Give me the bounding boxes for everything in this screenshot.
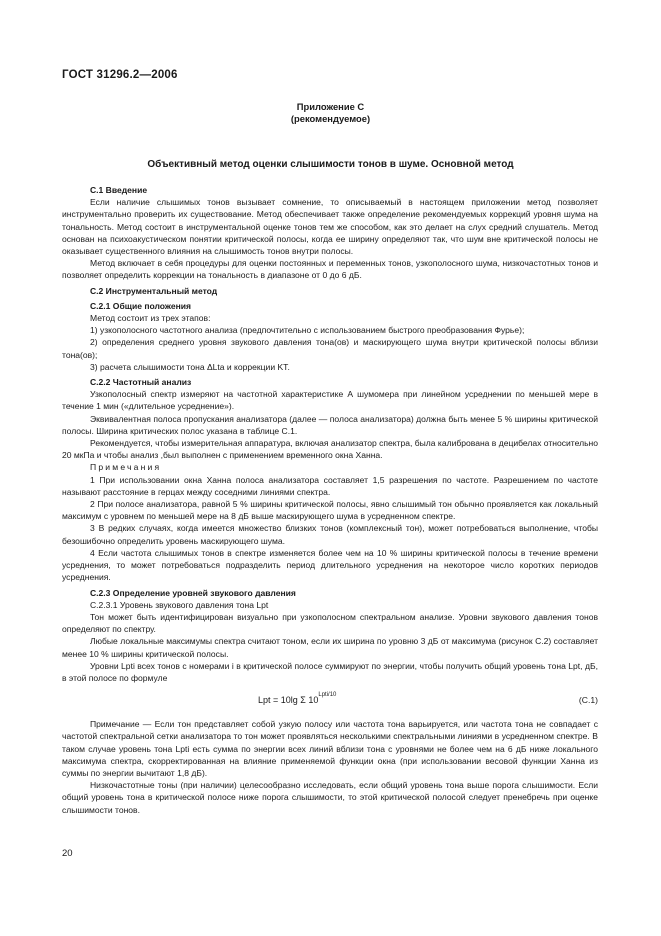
paragraph: С.2.3.1 Уровень звукового давления тона Lpt xyxy=(90,599,269,610)
section-title: Объективный метод оценки слышимости тонов в шуме. Основной метод xyxy=(147,159,514,170)
paragraph: Тон может быть идентифицирован визуально при узкополосном спектральном анализе. Уровни звукового давления тонов определяют по спектру. xyxy=(62,611,598,635)
paragraph: Если наличие слышимых тонов вызывает сомнение, то описываемый в настоящем приложении метод позволяет инструментально проверить их существование. Метод обеспечивает также определение рекомендуемых коррекций уровня шума на тональность. Метод состоит в инструментальной оценке тонов тем же способом, как это делает на слух средний слушатель. Метод основан на психоакустическом понятии критической полосы, когда ее ширину определяют так, что шум вне критической полосы не оказывает существенного влияния на слышимость тонов внутри полосы. xyxy=(62,197,598,257)
section-heading: С.2.2 Частотный анализ xyxy=(90,377,192,388)
paragraph: 3) расчета слышимости тона ΔLta и коррекции KT. xyxy=(90,361,290,372)
formula-c1 xyxy=(62,686,598,716)
notes-heading: Примечания xyxy=(90,462,162,473)
paragraph: Эквивалентная полоса пропускания анализатора (далее — полоса анализатора) должна быть менее 5 % ширины критической полосы. Ширина критических полос указана в таблице С.1. xyxy=(62,413,598,436)
paragraph: Метод состоит из трех этапов: xyxy=(90,313,211,324)
annex-title: Приложение С xyxy=(296,101,365,112)
annex-subtitle: (рекомендуемое) xyxy=(290,113,371,124)
paragraph: Уровни Lpti всех тонов с номерами i в критической полосе суммируют по энергии, чтобы получить общий уровень тона Lpt, дБ, в этой полосе по формуле xyxy=(62,660,598,683)
formula-number: (С.1) xyxy=(578,695,598,706)
paragraph: Рекомендуется, чтобы измерительная аппаратура, включая анализатор спектра, была калибрована в децибелах относительно 20 мкПа и чтобы анализ ,был выполнен с применением временного окна Ханна. xyxy=(62,438,598,461)
paragraph: Любые локальные максимумы спектра считают тоном, если их ширина по уровню 3 дБ от максимума (рисунок С.2) составляет менее 10 % ширины критической полосы. xyxy=(62,636,598,659)
paragraph: 4 Если частота слышимых тонов в спектре изменяется более чем на 10 % ширины критической полосы в течение времени усреднения, то может потребоваться подразделить период длительного усреднения на некоторое число коротких периодов усреднения. xyxy=(62,547,598,583)
paragraph: 1) узкополосного частотного анализа (предпочтительно с использованием быстрого преобразования Фурье); xyxy=(90,325,525,336)
standard-header: ГОСТ 31296.2—2006 xyxy=(62,69,178,81)
section-heading: С.2.3 Определение уровней звукового давления xyxy=(90,587,296,598)
section-heading: С.2.1 Общие положения xyxy=(90,300,192,311)
paragraph: Метод включает в себя процедуры для оценки постоянных и переменных тонов, узкополосного шума, низкочастотных тонов и позволяет определить коррекции на тональность в диапазоне от 0 до 6 дБ. xyxy=(62,258,598,281)
section-heading: С.1 Введение xyxy=(90,185,148,195)
paragraph: 2 При полосе анализатора, равной 5 % ширины критической полосы, явно слышимый тон обычно проявляется как локальный максимум с уровнем по меньшей мере на 8 дБ выше маскирующего шума в усредненном спектре. xyxy=(62,499,598,522)
paragraph: 1 При использовании окна Ханна полоса анализатора составляет 1,5 разрешения по частоте. Разрешением по частоте называют расстояние в герцах между соседними линиями спектра. xyxy=(62,474,598,497)
section-heading: С.2 Инструментальный метод xyxy=(90,285,218,296)
page-number: 20 xyxy=(62,848,73,859)
document-body xyxy=(62,184,598,816)
paragraph: Узкополосный спектр измеряют на частотной характеристике А шумомера при линейном усреднении по меньшей мере в течение 1 мин («длительное усреднение»). xyxy=(62,389,598,412)
paragraph: 3 В редких случаях, когда имеется множество близких тонов (комплексный тон), может потребоваться выполнение, чтобы безошибочно определить уровень маскирующего шума. xyxy=(62,523,598,546)
paragraph: Примечание — Если тон представляет собой узкую полосу или частота тона варьируется, или частота тона не совпадает с частотой спектральной сетки анализатора то тон может проявляться несколькими спектральными линиями в усредненном спектре. В таком случае уровень тона Lpti есть сумма по энергии всех линий вблизи тона с уровнями не более чем на 6 дБ ниже локального максимума спектра, скорректированная на влияние применяемой функции окна (при использовании весовой функции Ханна из суммы по энергии вычитают 1,8 дБ). xyxy=(62,719,598,778)
formula-expression: Lpt = 10lg Σ $10^{Lpti/10}$ xyxy=(258,692,337,706)
paragraph: 2) определения среднего уровня звукового давления тона(ов) и маскирующего шума внутри критической полосы вблизи тона(ов); xyxy=(62,337,598,360)
paragraph: Низкочастотные тоны (при наличии) целесообразно исследовать, если общий уровень тона выше порога слышимости. Если общий уровень тона в критической полосе ниже порога слышимости, то этой критической полосой следует пренебречь при оценке слышимости тонов. xyxy=(62,780,598,815)
